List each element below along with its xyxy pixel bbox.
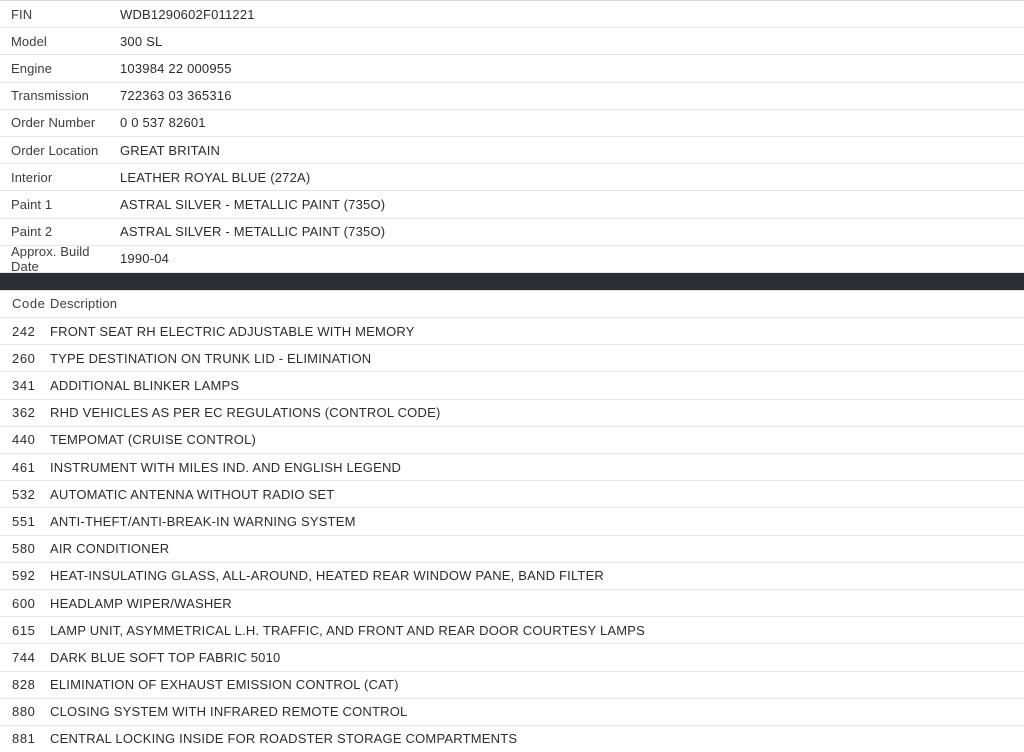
spec-row [0,243,1024,274]
option-code: 828 [12,677,36,693]
spec-row [0,28,1024,55]
spec-label: Interior [11,169,53,185]
spec-value: 300 SL [120,33,163,49]
spec-label: Order Location [11,142,99,158]
option-code-row [0,345,1024,372]
option-description: AIR CONDITIONER [50,541,170,557]
spec-value: ASTRAL SILVER - METALLIC PAINT (735O) [120,224,386,240]
spec-row [0,137,1024,164]
code-column-header: Code [12,296,46,312]
spec-label: Engine [11,60,53,76]
option-codes-table [0,291,1024,752]
option-code-row [0,699,1024,726]
option-code-row [0,563,1024,590]
option-description: RHD VEHICLES AS PER EC REGULATIONS (CONTROL CODE) [50,405,441,421]
spec-label: Transmission [11,88,90,104]
option-code-row [0,400,1024,427]
option-description: ELIMINATION OF EXHAUST EMISSION CONTROL (CAT) [50,677,399,693]
spec-value: GREAT BRITAIN [120,142,221,158]
option-code: 362 [12,405,36,421]
option-description: LAMP UNIT, ASYMMETRICAL L.H. TRAFFIC, AND FRONT AND REAR DOOR COURTESY LAMPS [50,622,646,638]
option-code: 461 [12,459,36,475]
option-description: TYPE DESTINATION ON TRUNK LID - ELIMINATION [50,350,372,366]
spec-value: 103984 22 000955 [120,60,232,76]
option-code: 600 [12,595,36,611]
option-code-row [0,372,1024,399]
option-description: ADDITIONAL BLINKER LAMPS [50,378,240,394]
option-description: AUTOMATIC ANTENNA WITHOUT RADIO SET [50,486,335,502]
option-code: 580 [12,541,36,557]
option-description: INSTRUMENT WITH MILES IND. AND ENGLISH LEGEND [50,459,402,475]
option-code: 242 [12,323,36,339]
spec-label: Approx. Build Date [11,243,90,274]
codes-header-row [0,291,1024,318]
option-code: 880 [12,704,36,720]
spec-label: Paint 1 [11,196,53,212]
spec-row [0,1,1024,28]
option-code: 881 [12,731,36,747]
spec-label: FIN [11,6,33,22]
option-description: CENTRAL LOCKING INSIDE FOR ROADSTER STORAGE COMPARTMENTS [50,731,518,747]
spec-value: ASTRAL SILVER - METALLIC PAINT (735O) [120,196,386,212]
option-code-row [0,508,1024,535]
option-code-row [0,617,1024,644]
spec-label: Model [11,33,47,49]
option-code-row [0,726,1024,752]
spec-value: 1990-04 [120,251,170,267]
option-code-row [0,672,1024,699]
spec-row [0,110,1024,137]
option-code-row [0,644,1024,671]
option-code-row [0,454,1024,481]
option-description: DARK BLUE SOFT TOP FABRIC 5010 [50,649,281,665]
option-description: HEADLAMP WIPER/WASHER [50,595,232,611]
option-code: 615 [12,622,36,638]
option-description: TEMPOMAT (CRUISE CONTROL) [50,432,257,448]
option-code: 341 [12,378,36,394]
option-description: CLOSING SYSTEM WITH INFRARED REMOTE CONTROL [50,704,408,720]
spec-label: Paint 2 [11,224,53,240]
option-code-row [0,590,1024,617]
spec-value: LEATHER ROYAL BLUE (272A) [120,169,311,185]
spec-value: 0 0 537 82601 [120,115,206,131]
spec-value: 722363 03 365316 [120,88,232,104]
option-code-row [0,481,1024,508]
vehicle-spec-table [0,0,1024,273]
spec-row [0,55,1024,82]
option-code: 440 [12,432,36,448]
option-code: 532 [12,486,36,502]
description-column-header: Description [50,296,118,312]
option-description: FRONT SEAT RH ELECTRIC ADJUSTABLE WITH MEMORY [50,323,415,339]
spec-label: Order Number [11,115,96,131]
option-code: 592 [12,568,36,584]
option-code-row [0,318,1024,345]
option-description: ANTI-THEFT/ANTI-BREAK-IN WARNING SYSTEM [50,513,356,529]
spec-value: WDB1290602F011221 [120,6,255,22]
option-code: 551 [12,513,36,529]
section-divider-bar [0,273,1024,291]
spec-row [0,219,1024,246]
option-code-row [0,427,1024,454]
spec-row [0,164,1024,191]
spec-row [0,191,1024,218]
spec-row [0,83,1024,110]
option-code: 260 [12,350,36,366]
option-code-row [0,536,1024,563]
option-code: 744 [12,649,36,665]
option-description: HEAT-INSULATING GLASS, ALL-AROUND, HEATED REAR WINDOW PANE, BAND FILTER [50,568,605,584]
